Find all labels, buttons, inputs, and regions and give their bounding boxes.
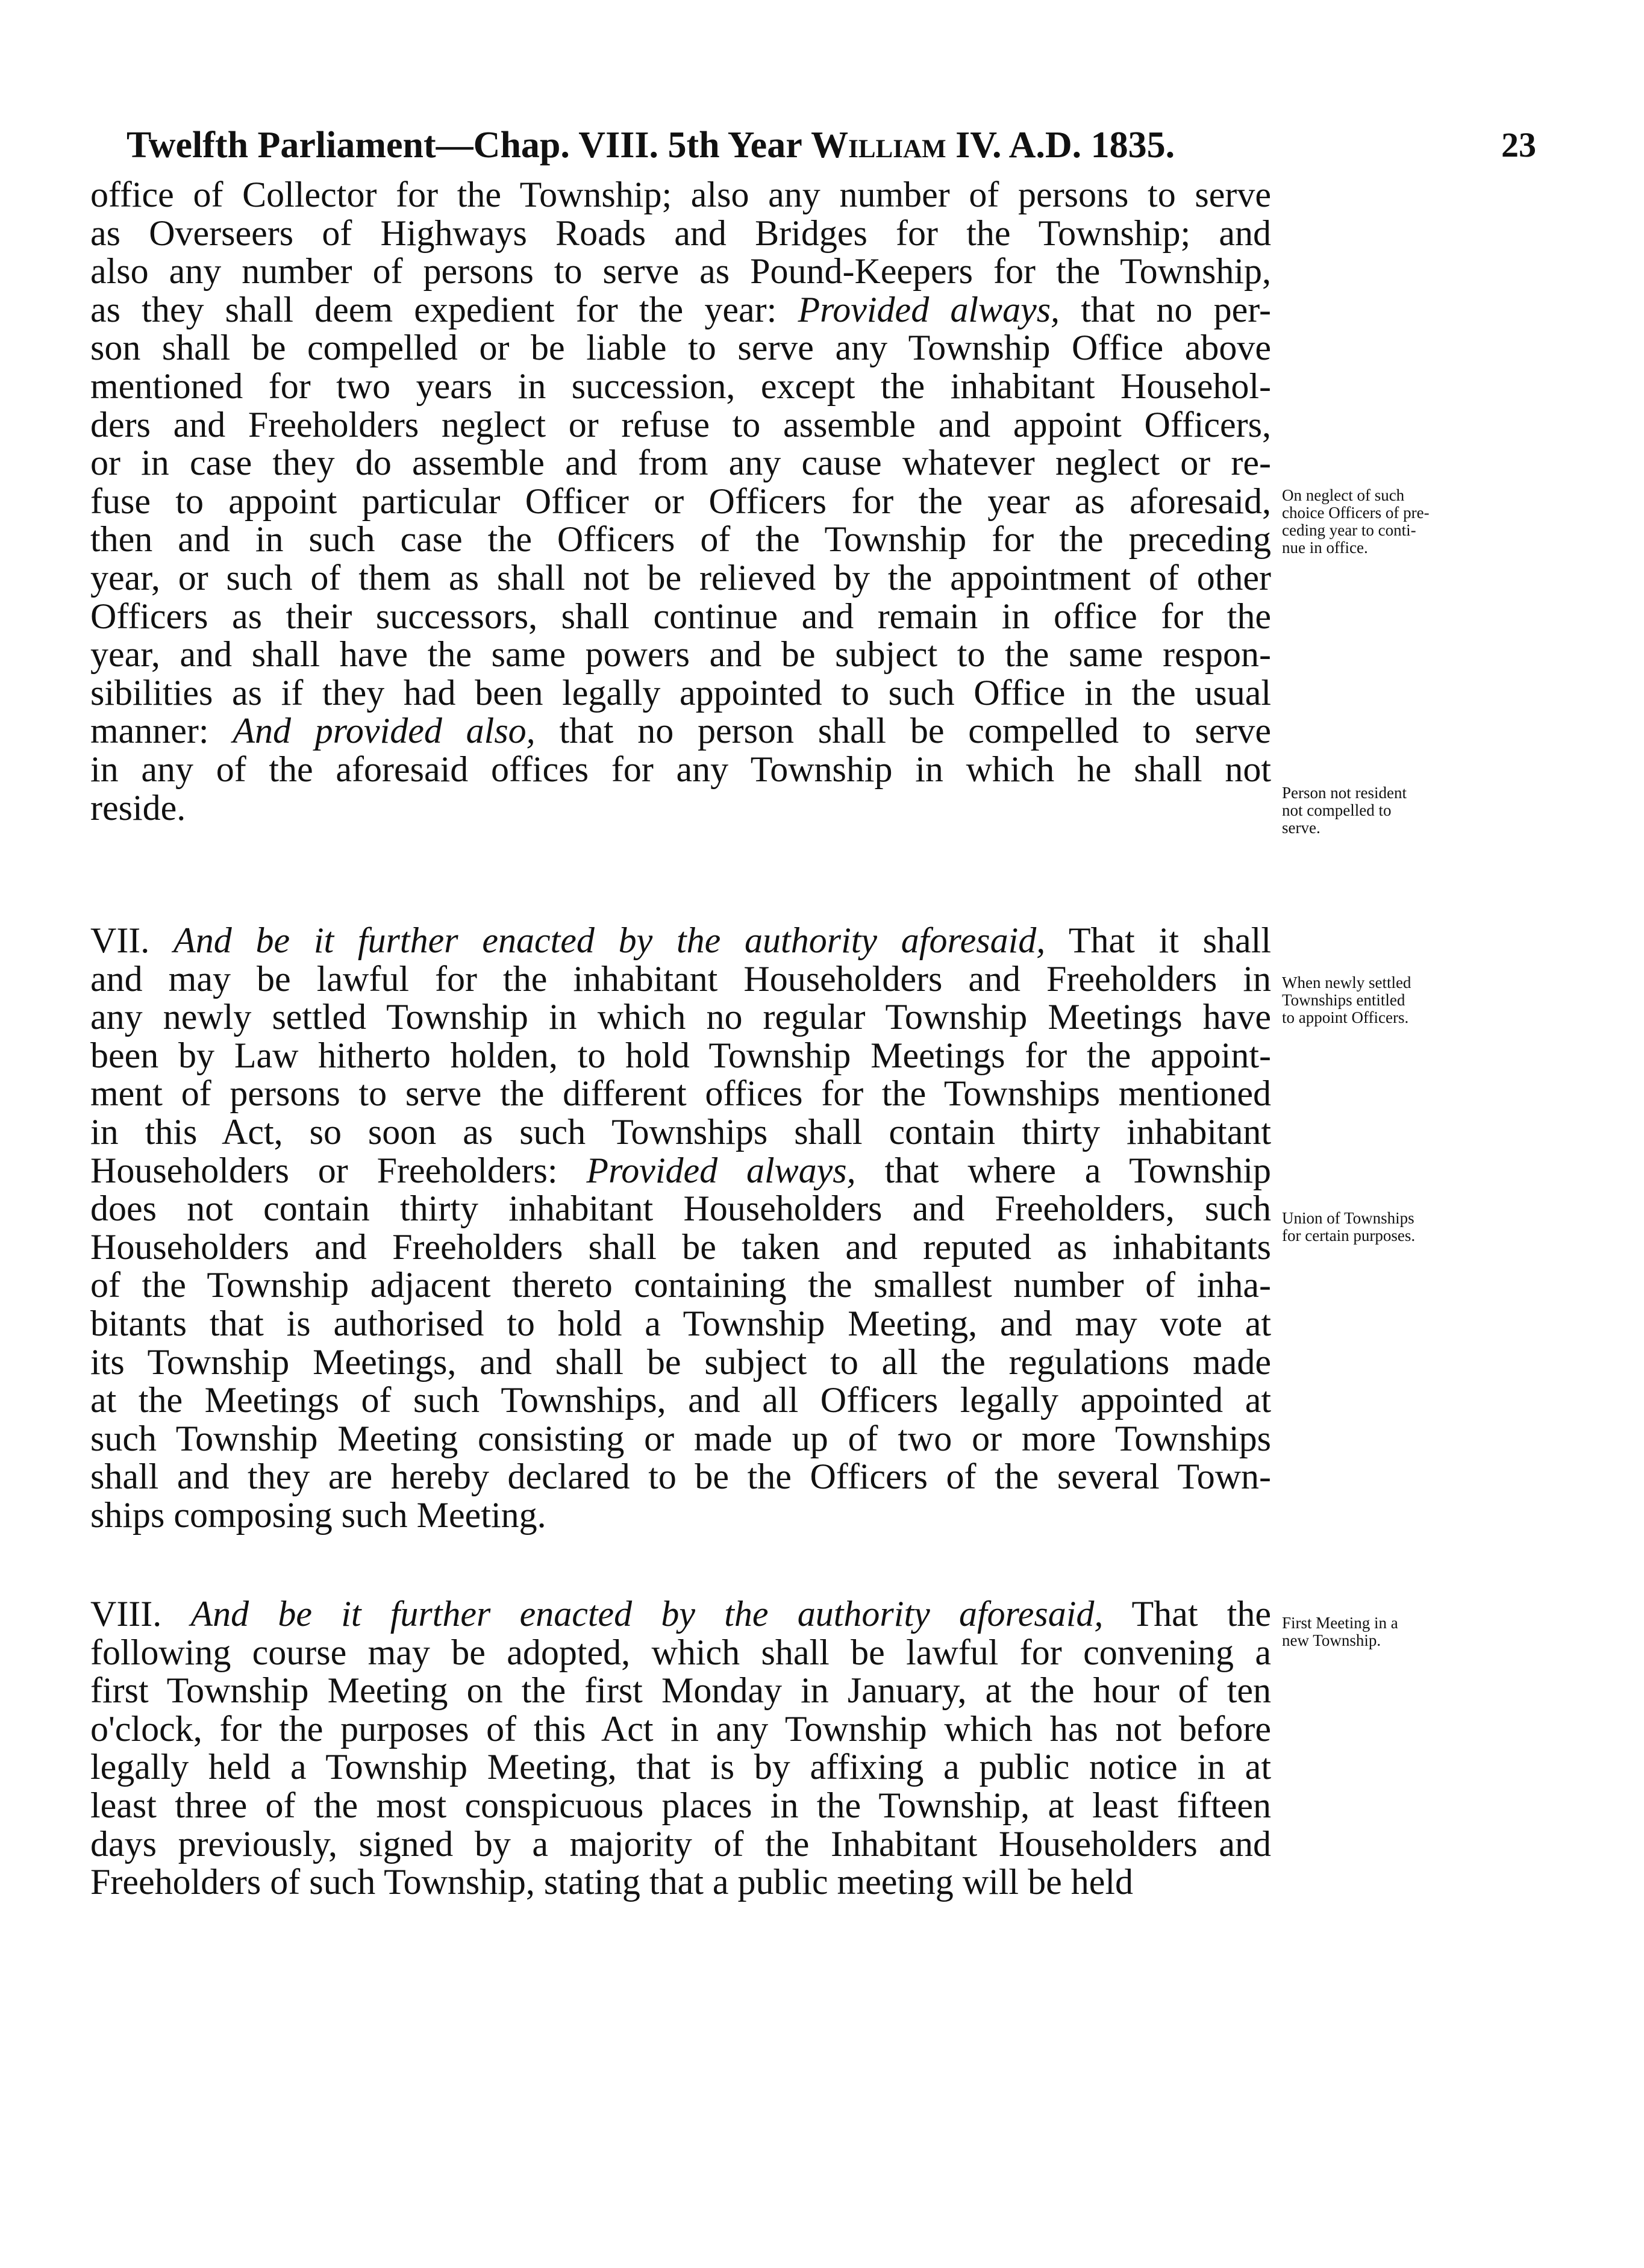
margin-note-line: for certain purposes. (1282, 1226, 1416, 1245)
text-line: days previously, signed by a majority of the Inhabitant Householders and (90, 1823, 1271, 1864)
text-line: any newly settled Township in which no regular Township Meetings have (90, 997, 1271, 1037)
paragraph-continuation (90, 176, 1271, 827)
text-line: VII. And be it further enacted by the authority aforesaid, That it shall (90, 920, 1271, 960)
text-line: son shall be compelled or be liable to serve any Township Office above (90, 328, 1271, 368)
margin-note-line: When newly settled (1282, 973, 1411, 992)
margin-note-line: serve. (1282, 819, 1321, 837)
text-line: ment of persons to serve the different offices for the Townships mentioned (90, 1073, 1271, 1114)
text-line: as Overseers of Highways Roads and Bridges for the Township; and (90, 213, 1271, 253)
text-line: first Township Meeting on the first Monday in January, at the hour of ten (90, 1670, 1271, 1711)
text-line: year, and shall have the same powers and be subject to the same respon- (90, 634, 1271, 675)
margin-note-line: ceding year to conti- (1282, 521, 1416, 539)
margin-note-person-not-resident (1282, 784, 1511, 837)
margin-note-line: Townships entitled (1282, 991, 1405, 1009)
text-line: ders and Freeholders neglect or refuse to assemble and appoint Officers, (90, 404, 1271, 445)
margin-note-union-of-townships (1282, 1210, 1511, 1245)
text-line: least three of the most conspicuous places in the Township, at least fifteen (90, 1785, 1271, 1825)
margin-note-line: On neglect of such (1282, 486, 1405, 504)
text-line: reside. (90, 787, 186, 828)
text-line: shall and they are hereby declared to be the Officers of the several Town- (90, 1457, 1271, 1497)
margin-note-line: Union of Townships (1282, 1209, 1414, 1227)
section-viii (90, 1595, 1271, 1902)
text-line: ships composing such Meeting. (90, 1495, 546, 1535)
margin-note-first-meeting (1282, 1614, 1511, 1649)
text-line: legally held a Township Meeting, that is by affixing a public notice in at (90, 1747, 1271, 1787)
text-line: of the Township adjacent thereto containing the smallest number of inha- (90, 1265, 1271, 1305)
margin-note-line: new Township. (1282, 1631, 1381, 1649)
text-line: bitants that is authorised to hold a Township Meeting, and may vote at (90, 1303, 1271, 1343)
margin-note-line: nue in office. (1282, 539, 1368, 557)
text-line: mentioned for two years in succession, except the inhabitant Househol- (90, 366, 1271, 406)
text-line: been by Law hitherto holden, to hold Township Meetings for the appoint- (90, 1035, 1271, 1075)
text-line: fuse to appoint particular Officer or Officers for the year as aforesaid, (90, 481, 1271, 521)
running-header (127, 118, 1536, 172)
header-title-post: IV. A.D. 1835. (955, 125, 1175, 166)
text-line: in this Act, so soon as such Townships shall contain thirty inhabitant (90, 1111, 1271, 1152)
text-line: o'clock, for the purposes of this Act in any Township which has not before (90, 1708, 1271, 1749)
text-line: such Township Meeting consisting or made up of two or more Townships (90, 1418, 1271, 1458)
text-line: manner: And provided also, that no person shall be compelled to serve (90, 711, 1271, 751)
page-number: 23 (1501, 125, 1536, 164)
text-line: then and in such case the Officers of the Township for the preceding (90, 519, 1271, 560)
text-line: or in case they do assemble and from any cause whatever neglect or re- (90, 443, 1271, 483)
margin-note-line: First Meeting in a (1282, 1614, 1398, 1632)
text-line: Householders and Freeholders shall be taken and reputed as inhabitants (90, 1226, 1271, 1267)
text-line: at the Meetings of such Townships, and all Officers legally appointed at (90, 1380, 1271, 1420)
margin-note-line: choice Officers of pre- (1282, 504, 1430, 522)
margin-note-line: to appoint Officers. (1282, 1008, 1409, 1026)
text-line: also any number of persons to serve as Pound-Keepers for the Township, (90, 251, 1271, 292)
header-king: William (811, 125, 946, 166)
margin-note-line: Person not resident (1282, 784, 1407, 802)
text-line: does not contain thirty inhabitant Householders and Freeholders, such (90, 1189, 1271, 1229)
text-line: year, or such of them as shall not be relieved by the appointment of other (90, 557, 1271, 598)
text-line: VIII. And be it further enacted by the authority aforesaid, That the (90, 1594, 1271, 1634)
text-line: and may be lawful for the inhabitant Householders and Freeholders in (90, 958, 1271, 999)
text-line: Freeholders of such Township, stating that a public meeting will be held (90, 1862, 1134, 1902)
text-line: Officers as their successors, shall continue and remain in office for the (90, 596, 1271, 636)
text-line: as they shall deem expedient for the year: Provided always, that no per- (90, 289, 1271, 330)
text-line: office of Collector for the Township; also any number of persons to serve (90, 175, 1271, 214)
margin-note-line: not compelled to (1282, 801, 1392, 819)
text-line: following course may be adopted, which shall be lawful for convening a (90, 1632, 1271, 1672)
section-vii (90, 922, 1271, 1535)
text-line: in any of the aforesaid offices for any Township in which he shall not (90, 749, 1271, 789)
margin-note-neglect (1282, 487, 1511, 557)
header-title-pre: Twelfth Parliament—Chap. VIII. 5th Year (127, 125, 802, 166)
margin-note-newly-settled (1282, 974, 1511, 1026)
text-line: its Township Meetings, and shall be subject to all the regulations made (90, 1342, 1271, 1382)
text-line: sibilities as if they had been legally appointed to such Office in the usual (90, 672, 1271, 713)
text-line: Householders or Freeholders: Provided always, that where a Township (90, 1150, 1271, 1190)
